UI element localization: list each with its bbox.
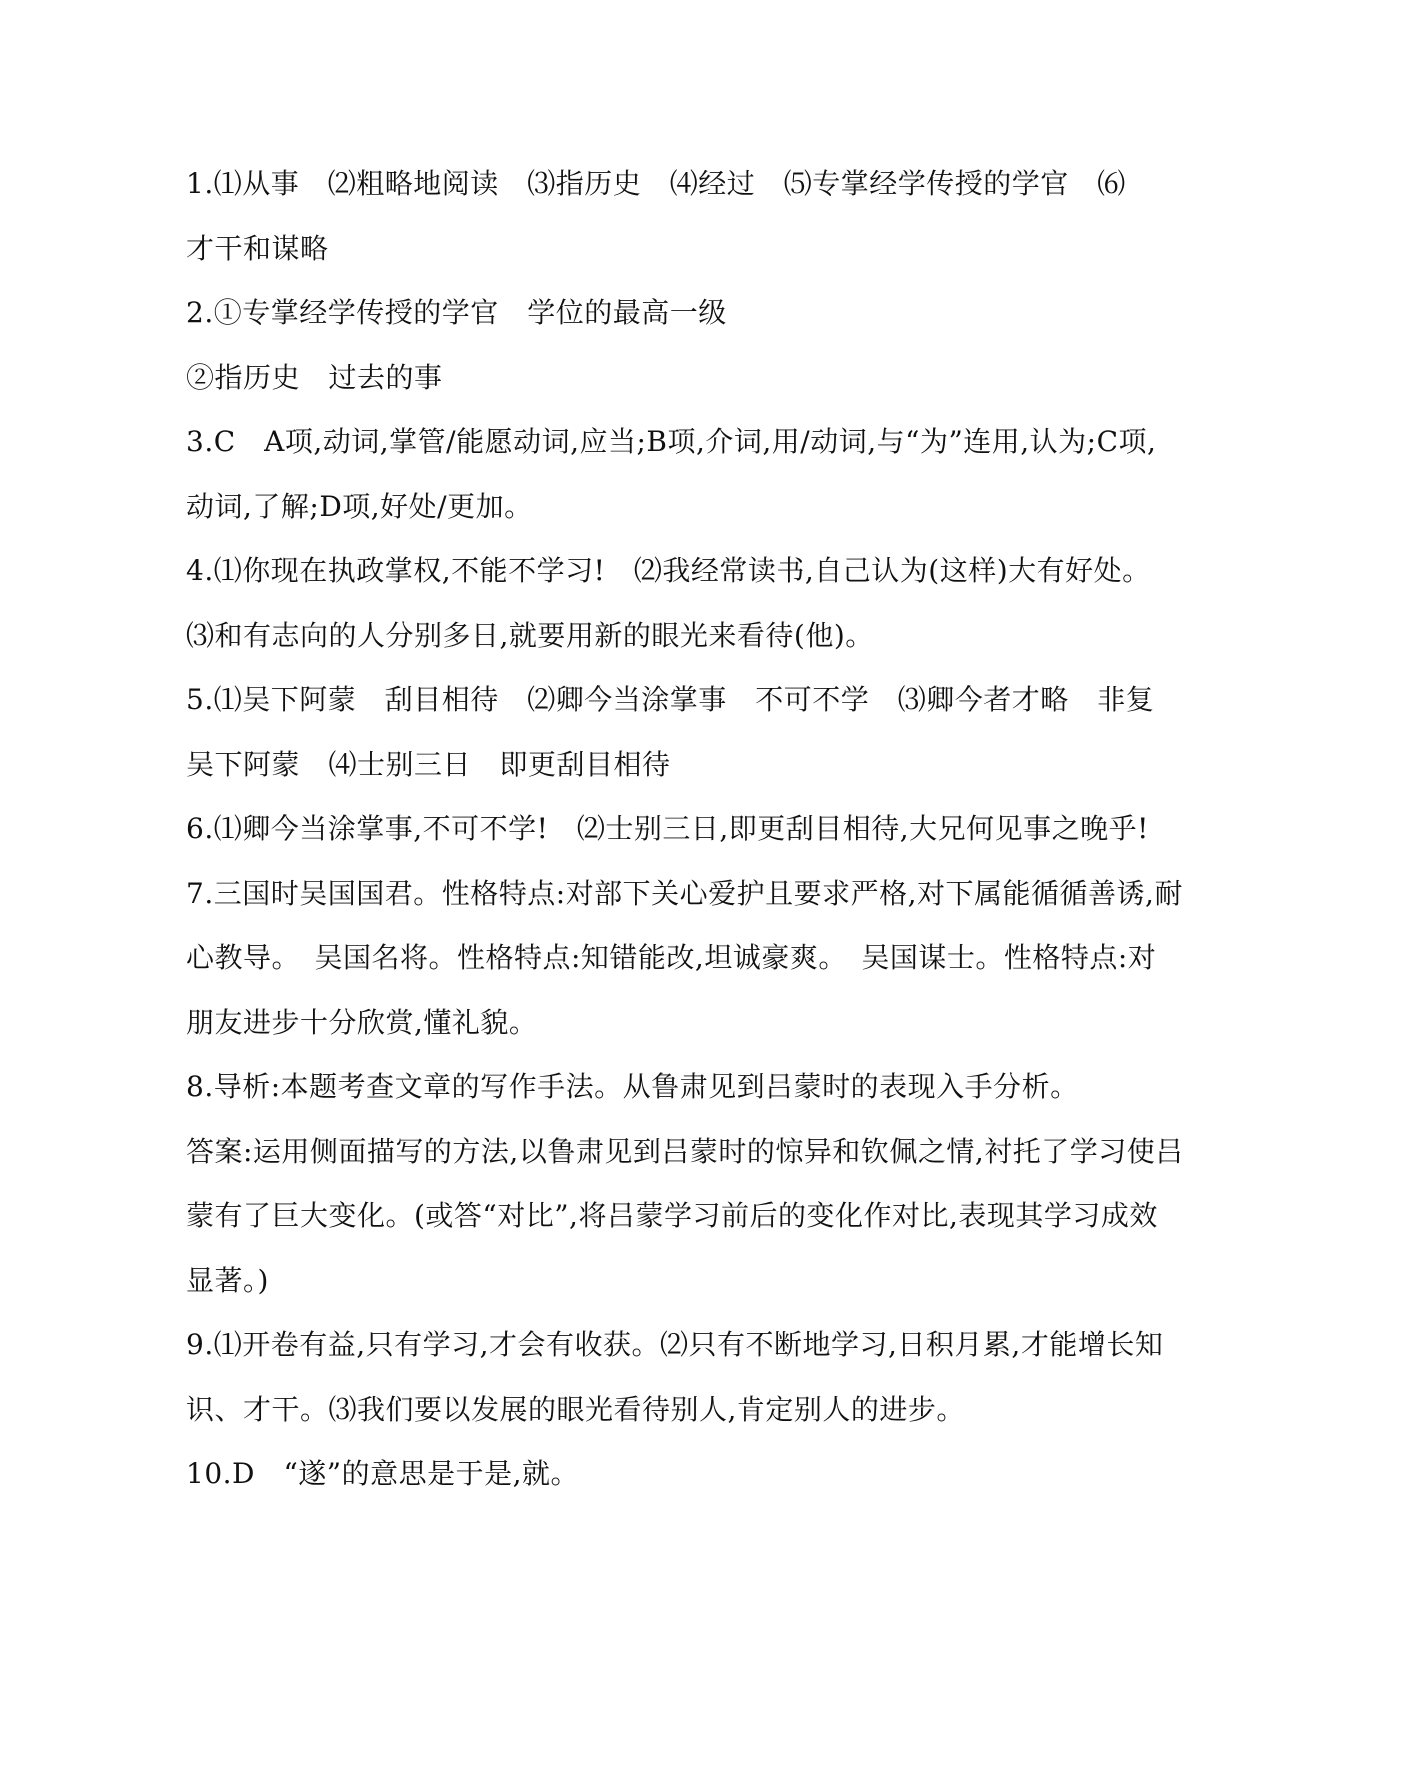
answer-8-line-4: 显著。)	[186, 1263, 269, 1297]
answer-3-line-2: 动词,了解;D项,好处/更加。	[186, 489, 533, 523]
answer-1-line-1: 1.⑴从事 ⑵粗略地阅读 ⑶指历史 ⑷经过 ⑸专掌经学传授的学官 ⑹	[186, 167, 1126, 200]
answer-7-line-2: 心教导。 吴国名将。性格特点:知错能改,坦诚豪爽。 吴国谋士。性格特点:对	[186, 941, 1157, 974]
answer-7-line-3: 朋友进步十分欣赏,懂礼貌。	[186, 1005, 538, 1039]
answer-10-line-1: 10.D “遂”的意思是于是,就。	[186, 1457, 580, 1490]
answer-2-line-1: 2.①专掌经学传授的学官 学位的最高一级	[186, 296, 727, 329]
answer-3-line-1: 3.C A项,动词,掌管/能愿动词,应当;B项,介词,用/动词,与“为”连用,认为;C项,	[186, 425, 1157, 458]
answer-1-line-2: 才干和谋略	[186, 231, 329, 265]
answer-8-line-2: 答案:运用侧面描写的方法,以鲁肃见到吕蒙时的惊异和钦佩之情,衬托了学习使吕	[186, 1134, 1184, 1168]
answer-5-line-2: 吴下阿蒙 ⑷士别三日 即更刮目相待	[186, 747, 671, 781]
answer-8-line-1: 8.导析:本题考查文章的写作手法。从鲁肃见到吕蒙时的表现入手分析。	[186, 1070, 1079, 1103]
answer-text-block	[186, 152, 1236, 1507]
answer-7-line-1: 7.三国时吴国国君。性格特点:对部下关心爱护且要求严格,对下属能循循善诱,耐	[186, 876, 1183, 910]
answer-5-line-1: 5.⑴吴下阿蒙 刮目相待 ⑵卿今当涂掌事 不可不学 ⑶卿今者才略 非复	[186, 683, 1155, 716]
answer-8-line-3: 蒙有了巨大变化。(或答“对比”,将吕蒙学习前后的变化作对比,表现其学习成效	[186, 1199, 1158, 1232]
answer-2-line-2: ②指历史 过去的事	[186, 360, 443, 394]
answer-4-line-1: 4.⑴你现在执政掌权,不能不学习! ⑵我经常读书,自己认为(这样)大有好处。	[186, 554, 1151, 587]
answer-4-line-2: ⑶和有志向的人分别多日,就要用新的眼光来看待(他)。	[186, 618, 874, 652]
answer-9-line-1: 9.⑴开卷有益,只有学习,才会有收获。⑵只有不断地学习,日积月累,才能增长知	[186, 1328, 1164, 1361]
answer-6-line-1: 6.⑴卿今当涂掌事,不可不学! ⑵士别三日,即更刮目相待,大兄何见事之晚乎!	[186, 812, 1149, 845]
answer-9-line-2: 识、才干。⑶我们要以发展的眼光看待别人,肯定别人的进步。	[186, 1392, 965, 1426]
